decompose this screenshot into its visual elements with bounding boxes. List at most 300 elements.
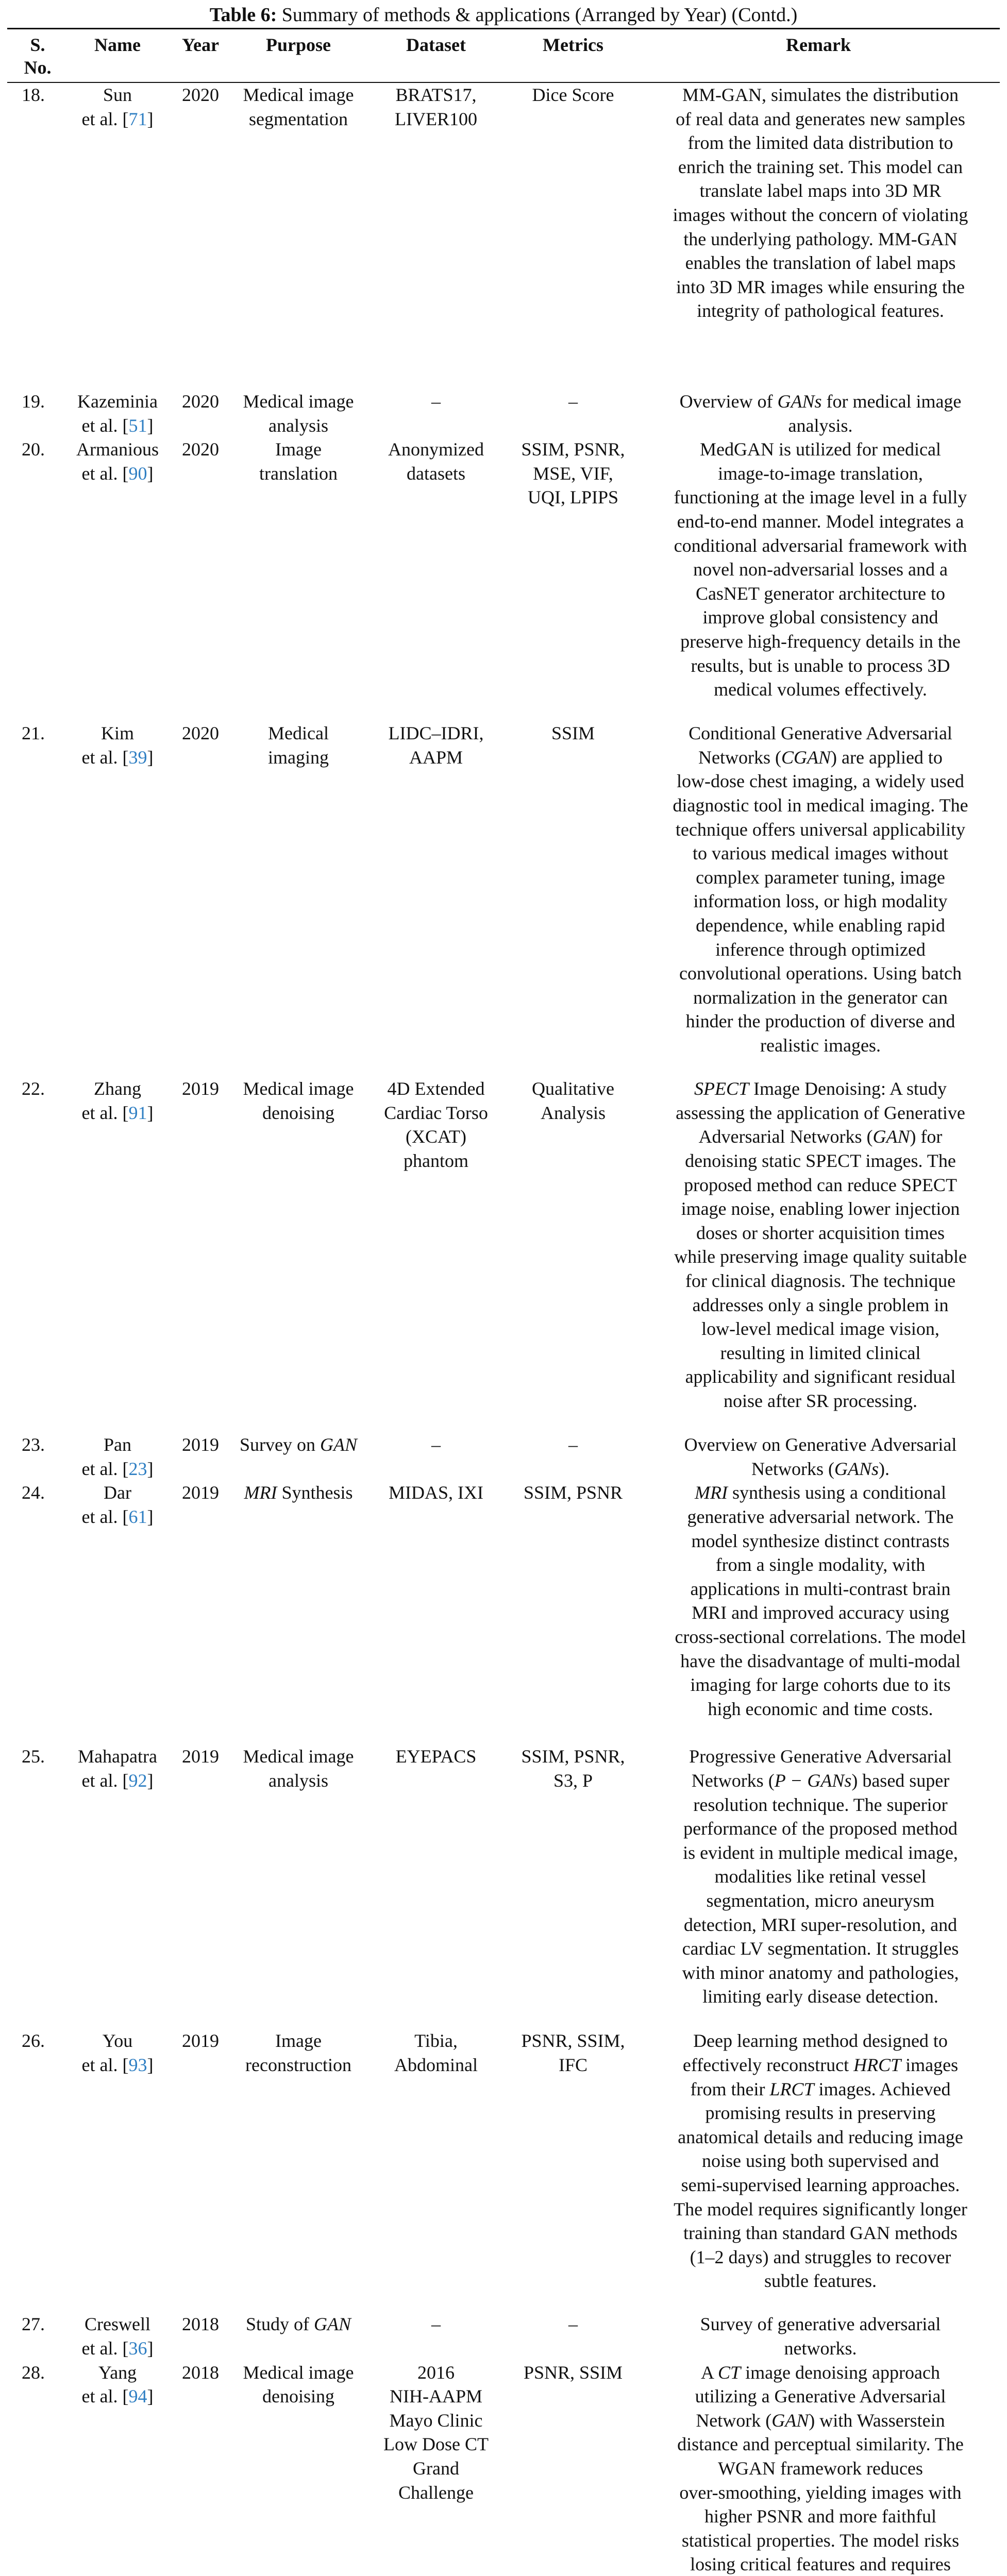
text-segment: resolution technique. The superior xyxy=(693,1794,948,1815)
text-segment: resulting in limited clinical xyxy=(720,1342,921,1363)
text-segment: effectively reconstruct xyxy=(682,2054,854,2075)
text-segment: MSE, VIF, xyxy=(533,463,613,484)
text-segment: Image xyxy=(275,439,322,460)
citation-link[interactable]: 51 xyxy=(128,415,147,436)
text-segment: LIVER100 xyxy=(395,108,477,129)
table-caption-text: Summary of methods & applications (Arranged by Year) (Contd.) xyxy=(277,4,798,26)
text-segment: et al. [ xyxy=(81,415,129,436)
citation-link[interactable]: 71 xyxy=(128,108,147,129)
cell-dataset xyxy=(363,1433,509,1481)
table-row xyxy=(7,82,1000,389)
text-segment: promising results in preserving xyxy=(705,2103,936,2124)
text-segment: training than standard GAN methods xyxy=(683,2223,958,2244)
text-segment: Sun xyxy=(103,84,132,105)
text-segment: ] xyxy=(147,463,154,484)
text-segment: et al. [ xyxy=(81,1770,129,1791)
text-segment: semi-supervised learning approaches. xyxy=(681,2174,960,2195)
header-dataset: Dataset xyxy=(363,29,509,83)
table-row xyxy=(7,1433,1000,1481)
cell-sno: 26. xyxy=(22,2030,45,2052)
text-segment: ] xyxy=(147,1506,154,1527)
text-segment: utilizing a Generative Adversarial xyxy=(695,2386,946,2407)
cell-name xyxy=(68,437,167,721)
italic-term: GAN xyxy=(320,1434,357,1455)
table-header xyxy=(7,29,1000,83)
cell-metrics xyxy=(509,437,637,721)
cell-purpose xyxy=(234,2312,363,2360)
text-segment: NIH-AAPM xyxy=(390,2386,482,2407)
text-segment: translation xyxy=(259,463,338,484)
cell-name xyxy=(68,82,167,389)
table-row xyxy=(7,2029,1000,2312)
cell-year: 2019 xyxy=(182,1078,219,1099)
cell-sno: 27. xyxy=(22,2314,45,2335)
cell-dataset xyxy=(363,437,509,721)
cell-metrics xyxy=(509,2361,637,2576)
text-segment: normalization in the generator can xyxy=(693,987,948,1008)
text-segment: dependence, while enabling rapid xyxy=(696,914,945,936)
text-segment: noise using both supervised and xyxy=(702,2150,939,2172)
cell-year: 2020 xyxy=(182,723,219,744)
text-segment: end-to-end manner. Model integrates a xyxy=(677,511,964,532)
italic-term: MRI xyxy=(695,1482,728,1503)
text-segment: Creswell xyxy=(85,2314,150,2335)
text-segment: analysis xyxy=(268,415,328,436)
text-segment: Overview of xyxy=(679,391,778,412)
text-segment: cross-sectional correlations. The model xyxy=(675,1626,966,1647)
citation-link[interactable]: 23 xyxy=(128,1458,147,1479)
text-segment: et al. [ xyxy=(81,2054,129,2075)
cell-metrics xyxy=(509,1481,637,1744)
cell-name xyxy=(68,1077,167,1433)
text-segment: preserve high-frequency details in the xyxy=(680,631,961,652)
text-segment: imaging for large cohorts due to its xyxy=(690,1674,951,1696)
text-segment: IFC xyxy=(558,2054,588,2075)
text-segment: statistical properties. The model risks xyxy=(681,2530,960,2551)
cell-name xyxy=(68,1433,167,1481)
text-segment: model synthesize distinct contrasts xyxy=(691,1530,950,1551)
cell-remark xyxy=(637,1744,1000,2029)
text-segment: MRI and improved accuracy using xyxy=(692,1602,949,1623)
text-segment: ] xyxy=(147,2386,154,2407)
text-segment: denoising static SPECT images. The xyxy=(685,1150,956,1171)
text-segment: ] xyxy=(147,1770,154,1791)
cell-purpose xyxy=(234,2361,363,2576)
text-segment: inference through optimized xyxy=(715,939,926,960)
table-body xyxy=(7,82,1000,2576)
text-segment: the underlying pathology. MM-GAN xyxy=(683,228,958,249)
cell-metrics xyxy=(509,1077,637,1433)
text-segment: Dar xyxy=(104,1482,131,1503)
text-segment: Study of xyxy=(245,2314,314,2335)
text-segment: applicability and significant residual xyxy=(685,1366,956,1387)
text-segment: et al. [ xyxy=(81,1506,129,1527)
text-segment: S3, P xyxy=(553,1770,593,1791)
cell-sno: 19. xyxy=(22,391,45,412)
text-segment: A xyxy=(701,2362,718,2383)
cell-year: 2018 xyxy=(182,2362,219,2383)
text-segment: (XCAT) xyxy=(406,1126,466,1147)
cell-sno: 25. xyxy=(22,1746,45,1767)
text-segment: cardiac LV segmentation. It struggles xyxy=(682,1938,959,1959)
text-segment: – xyxy=(568,391,578,412)
cell-metrics xyxy=(509,1744,637,2029)
cell-sno: 24. xyxy=(22,1482,45,1503)
italic-term: CT xyxy=(718,2362,741,2383)
text-segment: Cardiac Torso xyxy=(384,1102,488,1123)
cell-remark xyxy=(637,721,1000,1077)
text-segment: assessing the application of Generative xyxy=(676,1102,965,1123)
text-segment: enables the translation of label maps xyxy=(685,252,956,274)
cell-dataset xyxy=(363,721,509,1077)
italic-term: LRCT xyxy=(769,2078,814,2099)
text-segment: ) for xyxy=(910,1126,943,1147)
cell-purpose xyxy=(234,437,363,721)
cell-dataset xyxy=(363,1481,509,1744)
text-segment: SSIM, PSNR xyxy=(523,1482,623,1503)
text-segment: modalities like retinal vessel xyxy=(714,1866,927,1887)
citation-link[interactable]: 36 xyxy=(128,2337,147,2359)
text-segment: et al. [ xyxy=(81,2386,129,2407)
italic-term: HRCT xyxy=(853,2054,901,2075)
text-segment: generative adversarial network. The xyxy=(687,1506,954,1527)
cell-name xyxy=(68,389,167,437)
cell-remark xyxy=(637,82,1000,389)
text-segment: Dice Score xyxy=(532,84,614,105)
citation-link[interactable]: 91 xyxy=(128,1102,147,1123)
text-segment: hinder the production of diverse and xyxy=(685,1011,955,1032)
text-segment: segmentation, micro aneurysm xyxy=(706,1890,935,1911)
text-segment: et al. [ xyxy=(81,1458,129,1479)
text-segment: MM-GAN, simulates the distribution xyxy=(682,84,959,105)
italic-term: MRI xyxy=(244,1482,277,1503)
cell-remark xyxy=(637,437,1000,721)
text-segment: ] xyxy=(147,2054,154,2075)
table-row xyxy=(7,2361,1000,2576)
cell-dataset xyxy=(363,2029,509,2312)
table-caption-label: Table 6: xyxy=(209,4,277,26)
text-segment: Image Denoising: A study xyxy=(749,1078,947,1099)
text-segment: for clinical diagnosis. The technique xyxy=(685,1270,956,1291)
cell-remark xyxy=(637,1481,1000,1744)
text-segment: improve global consistency and xyxy=(702,607,938,628)
italic-term: GAN xyxy=(771,2410,809,2431)
table-row xyxy=(7,2312,1000,2360)
text-segment: Survey on xyxy=(240,1434,320,1455)
header-name: Name xyxy=(68,29,167,83)
italic-term: GANs xyxy=(777,391,822,412)
citation-link[interactable]: 93 xyxy=(128,2054,147,2075)
text-segment: – xyxy=(431,1434,441,1455)
text-segment: SSIM xyxy=(551,723,595,744)
cell-remark xyxy=(637,2312,1000,2360)
text-segment: information loss, or high modality xyxy=(693,891,948,912)
text-segment: performance of the proposed method xyxy=(683,1818,958,1839)
cell-year: 2019 xyxy=(182,1482,219,1503)
text-segment: with minor anatomy and pathologies, xyxy=(682,1962,959,1983)
cell-sno: 20. xyxy=(22,439,45,460)
text-segment: Abdominal xyxy=(394,2054,478,2075)
text-segment: Medical xyxy=(268,723,329,744)
text-segment: for medical image xyxy=(821,391,962,412)
cell-name xyxy=(68,2361,167,2576)
text-segment: ] xyxy=(147,1102,154,1123)
text-segment: is evident in multiple medical image, xyxy=(683,1842,958,1863)
text-segment: ] xyxy=(147,415,154,436)
text-segment: Conditional Generative Adversarial xyxy=(689,723,952,744)
text-segment: ) are applied to xyxy=(831,747,943,768)
cell-purpose xyxy=(234,721,363,1077)
table-row xyxy=(7,437,1000,721)
cell-sno: 21. xyxy=(22,723,45,744)
text-segment: BRATS17, xyxy=(395,84,477,105)
text-segment: denoising xyxy=(262,1102,334,1123)
text-segment: higher PSNR and more faithful xyxy=(704,2506,936,2527)
italic-term: GANs xyxy=(834,1458,879,1479)
text-segment: – xyxy=(431,2314,441,2335)
text-segment: Mahapatra xyxy=(78,1746,157,1767)
text-segment: from their xyxy=(690,2078,770,2099)
text-segment: et al. [ xyxy=(81,108,129,129)
text-segment: 2016 xyxy=(417,2362,455,2383)
cell-name xyxy=(68,1744,167,2029)
text-segment: high economic and time costs. xyxy=(708,1698,933,1719)
text-segment: MedGAN is utilized for medical xyxy=(700,439,941,460)
text-segment: Yang xyxy=(98,2362,137,2383)
cell-dataset xyxy=(363,2312,509,2360)
table-row xyxy=(7,721,1000,1077)
text-segment: integrity of pathological features. xyxy=(697,300,944,321)
cell-metrics xyxy=(509,2312,637,2360)
cell-purpose xyxy=(234,1481,363,1744)
citation-link[interactable]: 90 xyxy=(128,463,147,484)
cell-remark xyxy=(637,389,1000,437)
cell-remark xyxy=(637,1433,1000,1481)
text-segment: functioning at the image level in a fully xyxy=(674,487,967,508)
text-segment: from a single modality, with xyxy=(715,1554,926,1575)
text-segment: image denoising approach xyxy=(741,2362,940,2383)
text-segment: realistic images. xyxy=(760,1035,881,1056)
text-segment: subtle features. xyxy=(764,2270,877,2292)
text-segment: – xyxy=(568,1434,578,1455)
header-sno xyxy=(7,29,68,83)
text-segment: images. Achieved xyxy=(814,2078,951,2099)
header-remark: Remark xyxy=(637,29,1000,83)
cell-year: 2019 xyxy=(182,1434,219,1455)
cell-purpose xyxy=(234,389,363,437)
text-segment: (1–2 days) and struggles to recover xyxy=(690,2246,951,2267)
text-segment: conditional adversarial framework with xyxy=(674,535,967,556)
text-segment: et al. [ xyxy=(81,1102,129,1123)
cell-dataset xyxy=(363,389,509,437)
text-segment: low-dose chest imaging, a widely used xyxy=(677,771,964,792)
text-segment: losing critical features and requires xyxy=(690,2554,951,2575)
cell-dataset xyxy=(363,2361,509,2576)
text-segment: Kim xyxy=(100,723,134,744)
cell-metrics xyxy=(509,2029,637,2312)
text-segment: ) based super xyxy=(851,1770,950,1791)
cell-remark xyxy=(637,2029,1000,2312)
table-row xyxy=(7,389,1000,437)
text-segment: detection, MRI super-resolution, and xyxy=(683,1914,958,1935)
text-segment: PSNR, SSIM xyxy=(523,2362,623,2383)
cell-year: 2020 xyxy=(182,391,219,412)
text-segment: Anonymized xyxy=(388,439,484,460)
text-segment: Medical image xyxy=(243,84,354,105)
text-segment: image noise, enabling lower injection xyxy=(681,1198,960,1219)
cell-year: 2019 xyxy=(182,1746,219,1767)
cell-remark xyxy=(637,1077,1000,1433)
text-segment: Medical image xyxy=(243,391,354,412)
text-segment: You xyxy=(102,2030,133,2052)
cell-year: 2018 xyxy=(182,2314,219,2335)
header-sno-line-1: S. xyxy=(30,35,45,55)
text-segment: Low Dose CT xyxy=(383,2434,489,2455)
cell-purpose xyxy=(234,82,363,389)
text-segment: ] xyxy=(147,108,154,129)
text-segment: ] xyxy=(147,1458,154,1479)
methods-table xyxy=(7,28,1000,2576)
text-segment: limiting early disease detection. xyxy=(702,1986,938,2007)
text-segment: CasNET generator architecture to xyxy=(695,583,946,604)
text-segment: while preserving image quality suitable xyxy=(674,1246,967,1267)
text-segment: et al. [ xyxy=(81,463,129,484)
text-segment: medical volumes effectively. xyxy=(714,679,927,700)
text-segment: Analysis xyxy=(541,1102,606,1123)
text-segment: Mayo Clinic xyxy=(389,2410,483,2431)
cell-remark xyxy=(637,2361,1000,2576)
italic-term: P − GANs xyxy=(774,1770,852,1791)
header-sno-line-2: No. xyxy=(24,57,52,78)
text-segment: Kazeminia xyxy=(77,391,158,412)
text-segment: images xyxy=(901,2054,959,2075)
cell-name xyxy=(68,1481,167,1744)
table-caption xyxy=(7,0,1000,28)
text-segment: Image xyxy=(275,2030,322,2052)
text-segment: Networks ( xyxy=(698,747,782,768)
text-segment: Challenge xyxy=(398,2482,474,2503)
text-segment: networks. xyxy=(784,2337,857,2359)
text-segment: of real data and generates new samples xyxy=(676,108,965,129)
text-segment: into 3D MR images while ensuring the xyxy=(676,276,965,297)
citation-link[interactable]: 94 xyxy=(128,2386,147,2407)
text-segment: et al. [ xyxy=(81,747,129,768)
cell-purpose xyxy=(234,1744,363,2029)
text-segment: MIDAS, IXI xyxy=(389,1482,483,1503)
text-segment: to various medical images without xyxy=(693,843,948,864)
text-segment: Overview on Generative Adversarial xyxy=(684,1434,957,1455)
cell-dataset xyxy=(363,1744,509,2029)
cell-sno: 22. xyxy=(22,1078,45,1099)
text-segment: low-level medical image vision, xyxy=(701,1318,939,1340)
text-segment: Armanious xyxy=(76,439,159,460)
text-segment: synthesis using a conditional xyxy=(728,1482,946,1503)
text-segment: segmentation xyxy=(249,108,348,129)
italic-term: SPECT xyxy=(694,1078,749,1099)
cell-metrics xyxy=(509,1433,637,1481)
citation-link[interactable]: 39 xyxy=(128,747,147,768)
text-segment: images without the concern of violating xyxy=(673,204,968,225)
text-segment: UQI, LPIPS xyxy=(527,487,619,508)
header-metrics: Metrics xyxy=(509,29,637,83)
text-segment: distance and perceptual similarity. The xyxy=(677,2434,964,2455)
text-segment: Medical image xyxy=(243,2362,354,2383)
text-segment: Networks ( xyxy=(751,1458,834,1479)
cell-year: 2020 xyxy=(182,84,219,105)
text-segment: Tibia, xyxy=(414,2030,458,2052)
cell-year: 2019 xyxy=(182,2030,219,2052)
cell-sno: 23. xyxy=(22,1434,45,1455)
text-segment: from the limited data distribution to xyxy=(687,132,953,154)
text-segment: PSNR, SSIM, xyxy=(521,2030,625,2052)
text-segment: Zhang xyxy=(94,1078,141,1099)
text-segment: Qualitative xyxy=(532,1078,614,1099)
text-segment: image-to-image translation, xyxy=(718,463,923,484)
text-segment: Networks ( xyxy=(691,1770,775,1791)
cell-metrics xyxy=(509,82,637,389)
text-segment: Synthesis xyxy=(277,1482,353,1503)
text-segment: EYEPACS xyxy=(395,1746,477,1767)
text-segment: imaging xyxy=(268,747,329,768)
cell-sno: 28. xyxy=(22,2362,45,2383)
text-segment: enrich the training set. This model can xyxy=(678,156,963,177)
text-segment: Pan xyxy=(104,1434,131,1455)
text-segment: Adversarial Networks ( xyxy=(698,1126,873,1147)
table-row xyxy=(7,1744,1000,2029)
text-segment: analysis. xyxy=(788,415,853,436)
citation-link[interactable]: 61 xyxy=(128,1506,147,1527)
text-segment: technique offers universal applicability xyxy=(675,819,966,840)
text-segment: applications in multi-contrast brain xyxy=(690,1578,951,1599)
cell-name xyxy=(68,2029,167,2312)
text-segment: anatomical details and reducing image xyxy=(678,2126,963,2147)
text-segment: SSIM, PSNR, xyxy=(521,439,625,460)
table-row xyxy=(7,1077,1000,1433)
text-segment: et al. [ xyxy=(81,2337,129,2359)
italic-term: CGAN xyxy=(781,747,831,768)
text-segment: SSIM, PSNR, xyxy=(521,1746,625,1767)
text-segment: ] xyxy=(147,2337,154,2359)
text-segment: Deep learning method designed to xyxy=(693,2030,948,2052)
cell-sno: 18. xyxy=(22,84,45,105)
cell-metrics xyxy=(509,721,637,1077)
citation-link[interactable]: 92 xyxy=(128,1770,147,1791)
text-segment: novel non-adversarial losses and a xyxy=(693,559,948,580)
text-segment: Medical image xyxy=(243,1746,354,1767)
text-segment: Progressive Generative Adversarial xyxy=(689,1746,952,1767)
text-segment: noise after SR processing. xyxy=(724,1390,917,1411)
text-segment: ) with Wasserstein xyxy=(809,2410,945,2431)
table-header-row xyxy=(7,29,1000,83)
text-segment: Grand xyxy=(413,2458,459,2479)
text-segment: addresses only a single problem in xyxy=(692,1294,949,1315)
text-segment: analysis xyxy=(268,1770,328,1791)
text-segment: doses or shorter acquisition times xyxy=(696,1222,945,1243)
text-segment: ] xyxy=(147,747,154,768)
text-segment: diagnostic tool in medical imaging. The xyxy=(673,794,968,816)
cell-dataset xyxy=(363,82,509,389)
text-segment: LIDC–IDRI, xyxy=(388,723,484,744)
cell-purpose xyxy=(234,2029,363,2312)
text-segment: datasets xyxy=(407,463,465,484)
table-row xyxy=(7,1481,1000,1744)
text-segment: translate label maps into 3D MR xyxy=(699,180,942,201)
text-segment: proposed method can reduce SPECT xyxy=(684,1174,957,1195)
header-year: Year xyxy=(167,29,234,83)
text-segment: Medical image xyxy=(243,1078,354,1099)
text-segment: have the disadvantage of multi-modal xyxy=(680,1650,961,1671)
text-segment: AAPM xyxy=(409,747,463,768)
